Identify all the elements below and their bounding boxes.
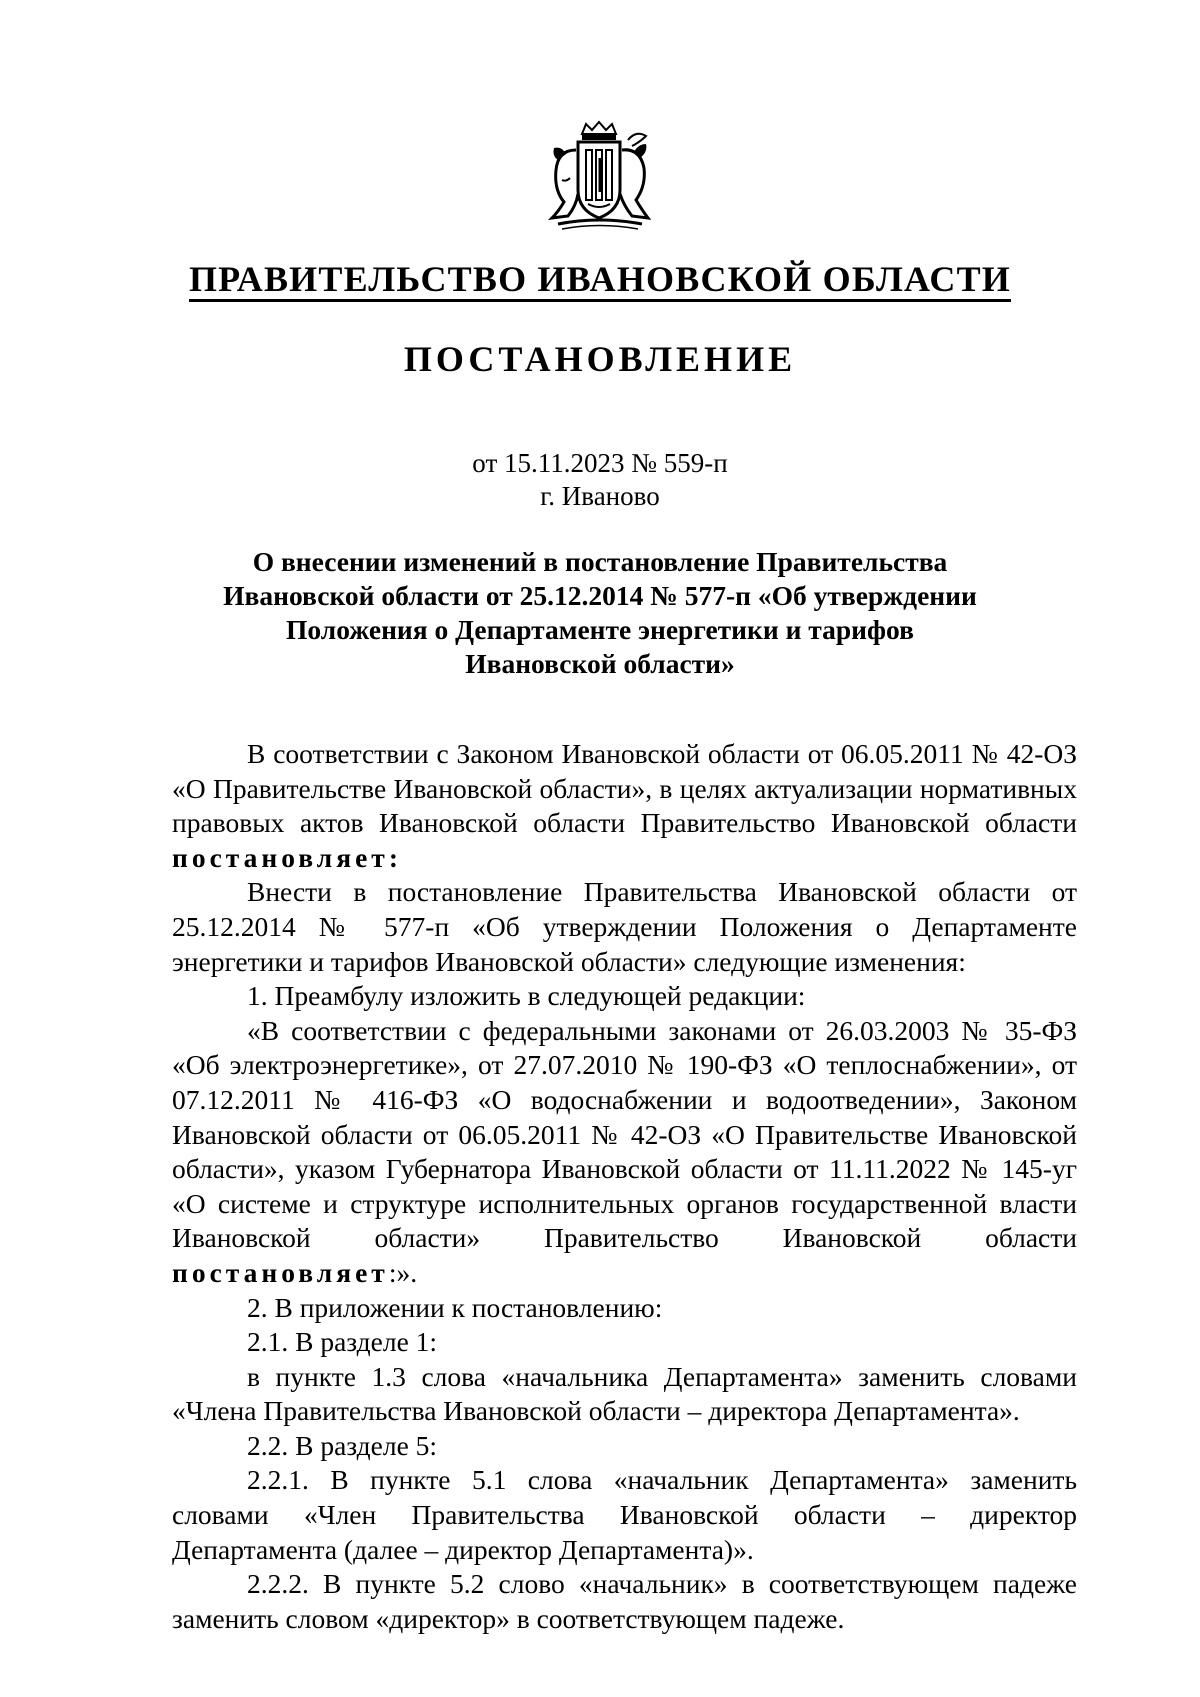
item-2-1-text: в пункте 1.3 слова «начальника Департамента» заменить словами «Члена Правительства Ивановской области – директора Департамента». [172, 1360, 1077, 1427]
item-1-quote-resolves: постановляет [172, 1256, 389, 1288]
preamble-paragraph [172, 737, 1077, 875]
document-date-number: от 15.11.2023 № 559-п [472, 448, 728, 478]
item-2: 2. В приложении к постановлению: [247, 1291, 663, 1323]
item-2-2: 2.2. В разделе 5: [247, 1429, 438, 1461]
item-2-2-1: 2.2.1. В пункте 5.1 слова «начальник Департамента» заменить словами «Член Правительства Ивановской области – директор Департамента (далее – директор Департамента)». [172, 1464, 1077, 1565]
item-1-quote-end: :». [388, 1256, 418, 1288]
government-name [0, 257, 1200, 301]
government-name-text: ПРАВИТЕЛЬСТВО ИВАНОВСКОЙ ОБЛАСТИ [188, 259, 1011, 299]
introduce-paragraph: Внести в постановление Правительства Ивановской области от 25.12.2014 № 577-п «Об утверждении Положения о Департаменте энергетики и тарифов Ивановской области» следующие изменения: [172, 876, 1077, 977]
item-1: 1. Преамбулу изложить в следующей редакции: [247, 980, 806, 1012]
document-type: ПОСТАНОВЛЕНИЕ [403, 339, 797, 379]
item-2-2-2: 2.2.2. В пункте 5.2 слово «начальник» в соответствующем падеже заменить словом «директор» в соответствующем падеже. [172, 1568, 1077, 1634]
document-title-line-4: Ивановской области» [465, 648, 735, 679]
coat-of-arms-icon [548, 120, 651, 232]
document-title-line-3: Положения о Департаменте энергетики и тарифов [286, 614, 914, 645]
document-title-line-1: О внесении изменений в постановление Правительства [252, 546, 948, 577]
resolves-word: постановляет: [172, 841, 402, 873]
document-meta [0, 447, 1200, 513]
item-1-quote-text: «В соответствии с федеральными законами от 26.03.2003 № 35-ФЗ «Об электроэнергетике», от 27.07.2010 № 190-ФЗ «О теплоснабжении», от 07.12.2011 № 416-ФЗ «О водоснабжении и водоотведении», Законом Ивановской области от 06.05.2011 № 42-ОЗ «О Правительстве Ивановской области», указом Губернатора Ивановской области от 11.11.2022 № 145-уг «О системе и структуре исполнительных органов государственной власти Ивановской области» Правительство Ивановской области [172, 1014, 1077, 1254]
document-title [160, 545, 1040, 681]
document-city: г. Иваново [540, 481, 660, 511]
item-1-quote [172, 1014, 1077, 1291]
preamble-text: В соответствии с Законом Ивановской области от 06.05.2011 № 42-ОЗ «О Правительстве Ивановской области», в целях актуализации нормативных правовых актов Ивановской области Правительство Ивановской области [172, 738, 1077, 839]
item-2-1: 2.1. В разделе 1: [247, 1326, 438, 1358]
document-title-line-2: Ивановской области от 25.12.2014 № 577-п «Об утверждении [223, 580, 977, 611]
document-body [172, 737, 1077, 1636]
